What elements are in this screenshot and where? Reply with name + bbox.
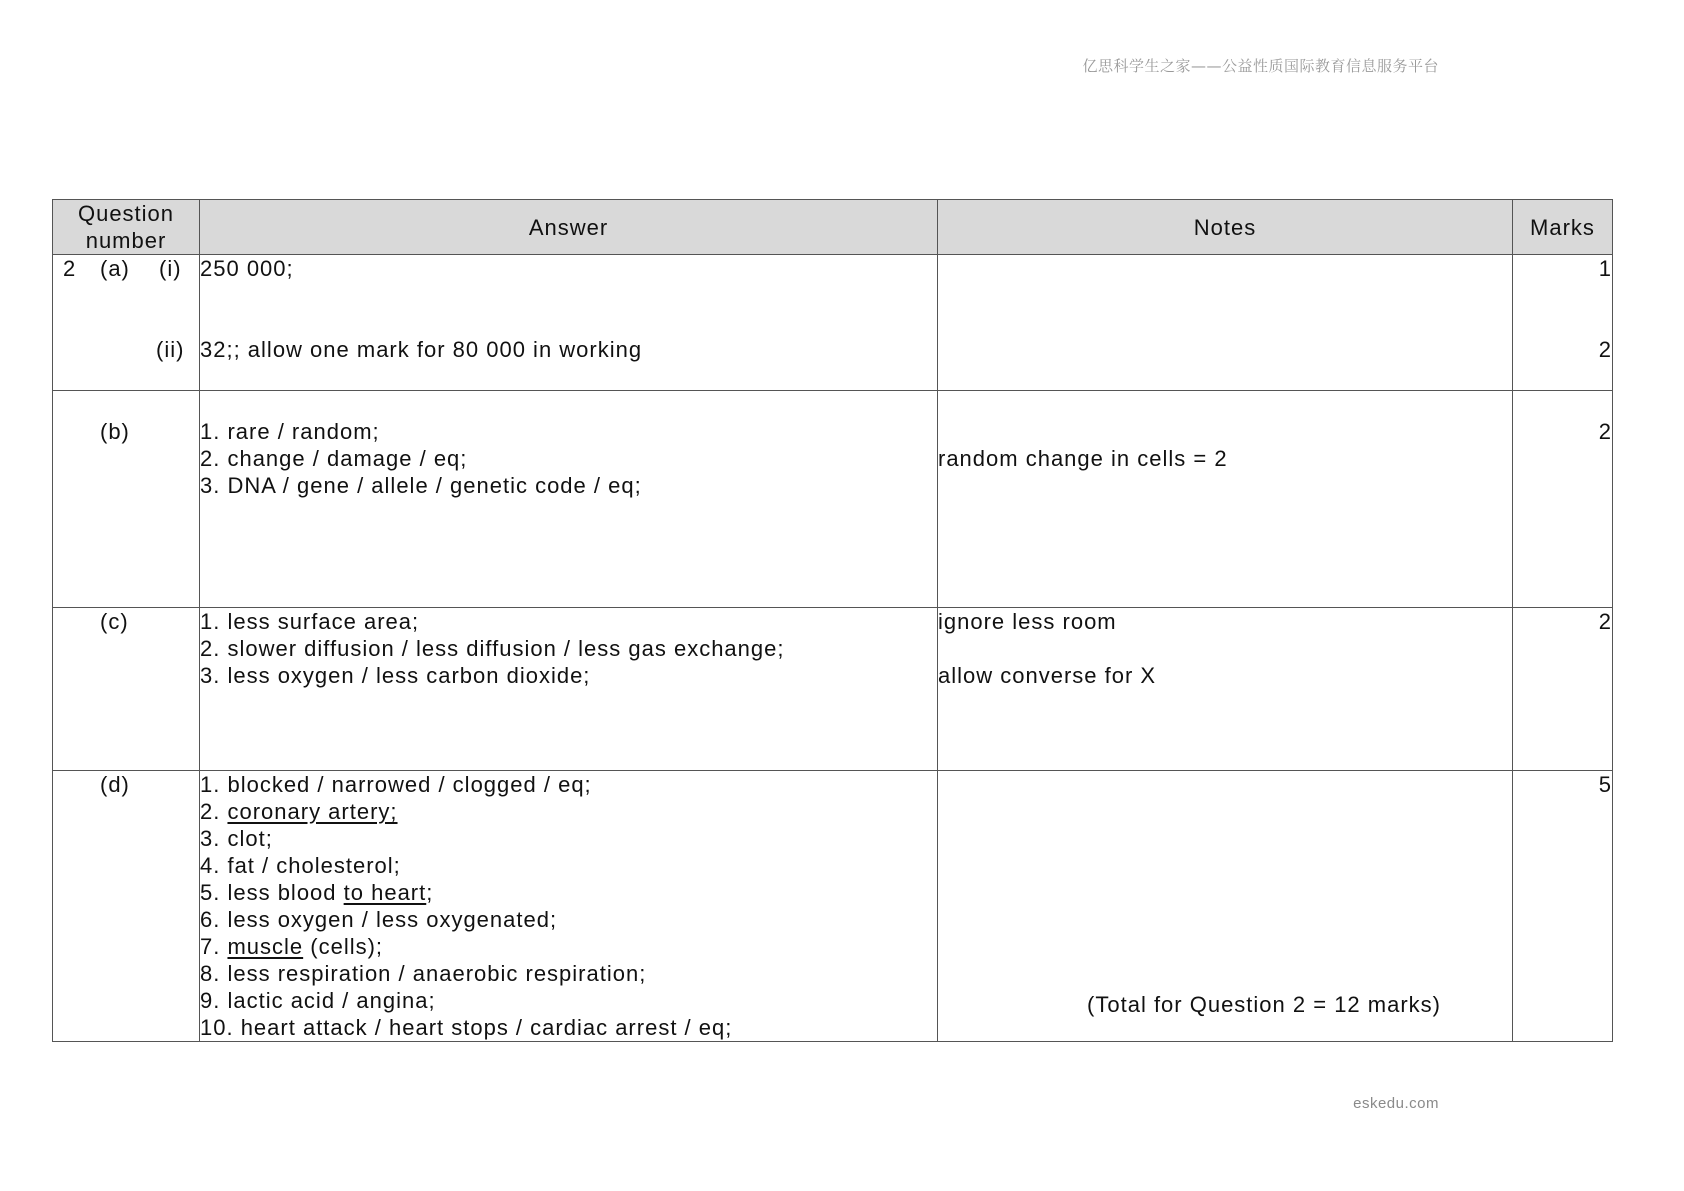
- answer-d-4: 4. fat / cholesterol;: [200, 853, 401, 878]
- answer-d-9: 9. lactic acid / angina;: [200, 988, 436, 1013]
- notes-cell-b: [938, 391, 1513, 608]
- note-c-1: ignore less room: [938, 609, 1117, 634]
- answer-cell-c: [200, 608, 938, 771]
- marks-cell-b: [1513, 391, 1613, 608]
- marks-cell-d: [1513, 771, 1613, 1042]
- question-cell-d: [53, 771, 200, 1042]
- header-answer: Answer: [200, 200, 938, 255]
- note-b: random change in cells = 2: [938, 446, 1228, 471]
- marks-d: 5: [1598, 772, 1612, 797]
- table-header-row: [53, 200, 1613, 255]
- question-number: 2: [63, 256, 77, 281]
- marks-a-ii: 2: [1598, 337, 1612, 362]
- question-sub-ii: (ii): [156, 337, 185, 362]
- header-question-line2: number: [85, 228, 167, 253]
- question-sub-i: (i): [159, 256, 182, 281]
- answer-cell-a: [200, 255, 938, 391]
- answer-a-ii: 32;; allow one mark for 80 000 in working: [200, 337, 643, 362]
- table-row-c: [53, 608, 1613, 771]
- answer-d-2-underlined: coronary artery;: [227, 799, 398, 824]
- answer-a-i: 250 000;: [200, 256, 294, 281]
- answer-b-2: 2. change / damage / eq;: [200, 446, 468, 471]
- marks-cell-c: [1513, 608, 1613, 771]
- notes-cell-a: [938, 255, 1513, 391]
- mark-scheme-table: [52, 199, 1613, 1042]
- answer-d-7: 7. muscle (cells);: [200, 934, 384, 959]
- header-question-number: [53, 200, 200, 255]
- answer-cell-b: [200, 391, 938, 608]
- question-part-c: (c): [100, 609, 129, 634]
- answer-d-3: 3. clot;: [200, 826, 273, 851]
- answer-d-8: 8. less respiration / anaerobic respiration;: [200, 961, 647, 986]
- header-question-line1: Question: [77, 201, 175, 226]
- answer-b-1: 1. rare / random;: [200, 419, 380, 444]
- answer-d-7-underlined: muscle: [227, 934, 304, 959]
- marks-c: 2: [1598, 609, 1612, 634]
- answer-c-3: 3. less oxygen / less carbon dioxide;: [200, 663, 591, 688]
- notes-cell-c: [938, 608, 1513, 771]
- table-row-a: [53, 255, 1613, 391]
- answer-d-5-underlined: to heart: [343, 880, 427, 905]
- question-part-d: (d): [100, 772, 130, 797]
- marks-a-i: 1: [1598, 256, 1612, 281]
- answer-c-1: 1. less surface area;: [200, 609, 420, 634]
- marks-cell-a: [1513, 255, 1613, 391]
- table-row-b: [53, 391, 1613, 608]
- answer-cell-d: [200, 771, 938, 1042]
- header-notes: Notes: [938, 200, 1513, 255]
- question-part-b: (b): [100, 419, 130, 444]
- answer-b-3: 3. DNA / gene / allele / genetic code / eq;: [200, 473, 642, 498]
- marks-b: 2: [1598, 419, 1612, 444]
- question-cell-b: [53, 391, 200, 608]
- answer-d-1: 1. blocked / narrowed / clogged / eq;: [200, 772, 592, 797]
- answer-d-10: 10. heart attack / heart stops / cardiac arrest / eq;: [200, 1015, 733, 1040]
- answer-c-2: 2. slower diffusion / less diffusion / less gas exchange;: [200, 636, 785, 661]
- footer-site-text: eskedu.com: [1353, 1095, 1439, 1112]
- answer-d-2: 2. coronary artery;: [200, 799, 398, 824]
- question-part-a: (a): [100, 256, 130, 281]
- answer-d-5: 5. less blood to heart;: [200, 880, 434, 905]
- question-cell-c: [53, 608, 200, 771]
- header-site-text: 亿思科学生之家——公益性质国际教育信息服务平台: [1082, 57, 1439, 75]
- total-marks: (Total for Question 2 = 12 marks): [1087, 992, 1441, 1017]
- answer-d-6: 6. less oxygen / less oxygenated;: [200, 907, 558, 932]
- question-cell-a: [53, 255, 200, 391]
- note-c-2: allow converse for X: [938, 663, 1157, 688]
- header-marks: Marks: [1513, 200, 1613, 255]
